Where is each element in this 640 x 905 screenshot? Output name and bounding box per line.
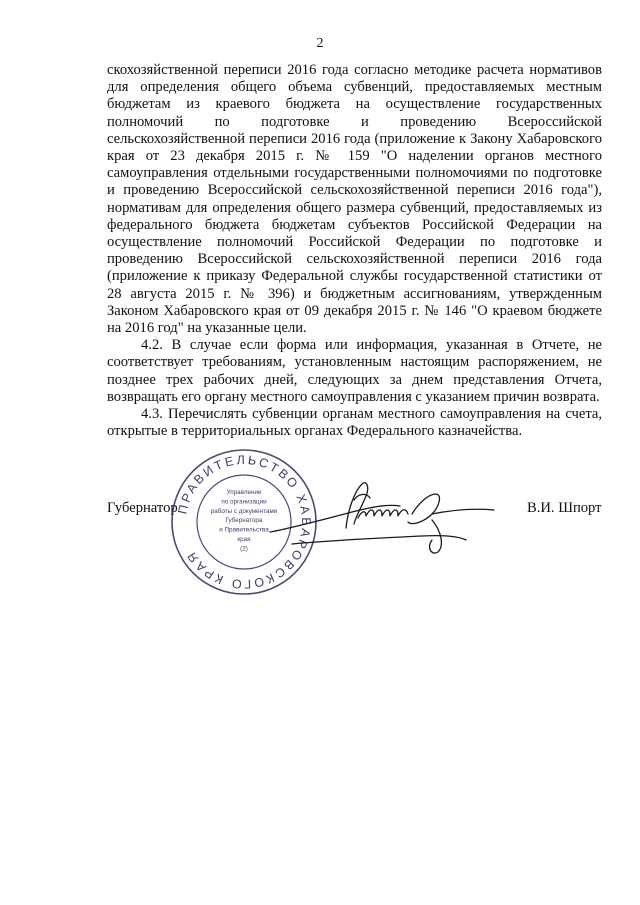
document-body (107, 62, 602, 440)
seal-inner-line: Управление (226, 489, 262, 496)
handwritten-signature (262, 470, 502, 560)
signatory-title: Губернатор (107, 500, 178, 516)
page-number: 2 (316, 36, 324, 51)
seal-inner-line: и Правительства (219, 526, 269, 534)
seal-inner-line: работы с документами (210, 507, 278, 515)
signatory-name: В.И. Шпорт (527, 500, 602, 516)
seal-inner-line: (2) (240, 545, 248, 553)
seal-inner-line: края (237, 536, 251, 543)
paragraph-4-3: 4.3. Перечислять субвенции органам местного самоуправления на счета, открытые в территориальных органах Федерального казначейства. (107, 406, 602, 440)
seal-inner-line: по организации (221, 498, 267, 506)
seal-inner-line: Губернатора (225, 517, 263, 525)
paragraph-4-2: 4.2. В случае если форма или информация, указанная в Отчете, не соответствует требованиям, установленным настоящим распоряжением, не позднее трех рабочих дней, следующих за днем представления Отчета, возвращать его органу местного самоуправления с указанием причин возврата. (107, 337, 602, 405)
paragraph-continued: скохозяйственной переписи 2016 года согласно методике расчета нормативов для определения общего объема субвенций, предоставляемых местным бюджетам из краевого бюджета на осуществление государственных полномочий по подготовке и проведению Всероссийской сельскохозяйственной переписи 2016 года (приложение к Закону Хабаровского края от 23 декабря 2015 г. № 159 "О наделении органов местного самоуправления отдельными государственными полномочиями по подготовке и проведению Всероссийской сельскохозяйственной переписи 2016 года"), нормативам для определения общего размера субвенций, предоставляемых из федерального бюджета бюджетам субъектов Российской Федерации на осуществление полномочий Российской Федерации по подготовке и проведению Всероссийской сельскохозяйственной переписи 2016 года (приложение к приказу Федеральной службы государственной статистики от 28 августа 2015 г. № 396) и бюджетным ассигнованиям, утвержденным Законом Хабаровского края от 09 декабря 2015 г. № 146 "О краевом бюджете на 2016 год" на указанные цели. (107, 62, 602, 337)
seal-ring-text: ПРАВИТЕЛЬСТВО ХАБАРОВСКОГО КРАЯ (175, 452, 314, 592)
